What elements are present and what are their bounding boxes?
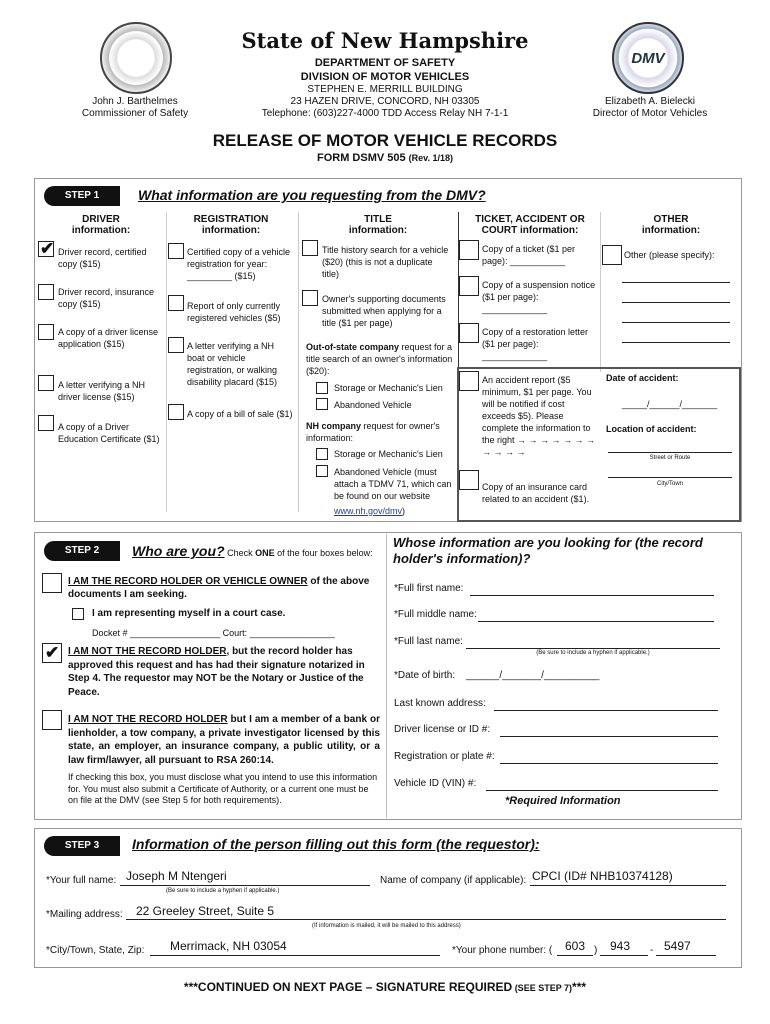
city-state-zip-field[interactable]	[150, 955, 440, 956]
oos-request	[306, 341, 454, 377]
state-title: State of New Hampshire	[241, 28, 529, 53]
step3-badge: STEP 3	[44, 836, 120, 856]
checkmark-icon: ✔	[45, 643, 60, 662]
phone-mid-field[interactable]	[600, 955, 648, 956]
company-label: Name of company (if applicable):	[380, 875, 527, 886]
registration-header	[166, 214, 296, 236]
registration-bill-checkbox[interactable]	[168, 404, 184, 420]
registration-header-2: information:	[201, 225, 261, 236]
dob-field[interactable]: ______/_______/__________	[466, 670, 600, 681]
check-one: ONE	[255, 548, 275, 558]
commissioner-name: John J. Barthelmes	[92, 96, 178, 107]
ticket-copy-checkbox[interactable]	[459, 240, 479, 260]
nh-lien-label: Storage or Mechanic's Lien	[334, 449, 443, 459]
driver-header-2: information:	[71, 225, 131, 236]
plate-label: Registration or plate #:	[394, 751, 495, 762]
record-holder-rest: of the above documents I am seeking.	[68, 576, 370, 600]
other-line[interactable]	[622, 342, 730, 343]
title-header-1: TITLE	[364, 214, 392, 225]
not-holder-member-label	[68, 713, 380, 767]
phone-last-value: 5497	[664, 939, 691, 953]
your-name-value: Joseph M Ntengeri	[126, 869, 227, 883]
record-holder-u: I AM THE RECORD HOLDER OR VEHICLE OWNER	[68, 576, 308, 587]
insurance-card-label: Copy of an insurance card related to an accident ($1).	[482, 482, 590, 504]
company-field[interactable]	[530, 885, 726, 886]
accident-date-field[interactable]: _____/______/_______	[622, 399, 718, 409]
license-label: Driver license or ID #:	[394, 724, 491, 735]
nh-state-seal	[100, 22, 172, 94]
accident-date-label: Date of accident:	[606, 373, 679, 383]
not-holder-member-u: I AM NOT THE RECORD HOLDER	[68, 714, 228, 725]
ticket-header-2: COURT information:	[481, 225, 579, 236]
mailing-field[interactable]	[126, 919, 726, 920]
record-holder-label	[68, 575, 380, 601]
oos-text: request for a title search of an owner's information ($20):	[306, 342, 453, 376]
city-state-zip-value: Merrimack, NH 03054	[170, 939, 287, 953]
address-label: Last known address:	[394, 698, 486, 709]
vin-label: Vehicle ID (VIN) #:	[394, 778, 477, 789]
director-name: Elizabeth A. Bielecki	[604, 96, 696, 107]
nh-abandoned-checkbox[interactable]	[316, 465, 328, 477]
hyphen-hint: (Be sure to include a hyphen if applicable.)	[536, 650, 650, 656]
not-holder-member-rest: but I am a member of a bank or lienholder, a tow company, a private investigator licensed by this state, an employer, an insurance company, a public utility, or a law firm/lawyer, all pursuant to RSA 260:14.	[68, 714, 381, 766]
accident-report-label: An accident report ($5 minimum, $1 per page. You will be notified if cost exceeds $5). Please complete the information to the right → → → → → → → → → → →	[482, 375, 596, 457]
ticket-header-1: TICKET, ACCIDENT OR	[475, 214, 585, 225]
building-name: STEPHEN E. MERRILL BUILDING	[307, 84, 463, 95]
dmv-website-link[interactable]: www.nh.gov/dmv	[334, 506, 403, 516]
other-label: Other (please specify):	[624, 250, 715, 260]
ticket-copy-label: Copy of a ticket ($1 per page): ___________	[482, 244, 576, 266]
docket-court-fields[interactable]: Docket # __________________ Court: _________________	[92, 628, 335, 638]
other-header-1: OTHER	[653, 214, 689, 225]
phone-last-field[interactable]	[656, 955, 716, 956]
form-number	[200, 152, 570, 164]
city-state-zip-label: *City/Town, State, Zip:	[46, 945, 145, 956]
last-name-label: *Full last name:	[394, 636, 463, 647]
dmv-logo-text: DMV	[631, 50, 665, 67]
step3-question: Information of the person filling out this form (the requestor):	[132, 836, 540, 852]
accident-frame	[457, 367, 741, 522]
oos-head: Out-of-state company	[306, 342, 400, 352]
step2-divider	[386, 534, 387, 818]
other-header-2: information:	[641, 225, 701, 236]
commissioner-title: Commissioner of Safety	[81, 108, 189, 119]
other-header	[600, 214, 742, 236]
middle-name-label: *Full middle name:	[394, 609, 477, 620]
dept-name: DEPARTMENT OF SAFETY	[314, 57, 456, 69]
oos-lien-label: Storage or Mechanic's Lien	[334, 383, 443, 393]
not-holder-approved-label	[68, 645, 380, 699]
registration-bill-label: A copy of a bill of sale ($1)	[187, 409, 293, 419]
accident-location-label: Location of accident:	[606, 424, 697, 434]
first-name-field[interactable]	[470, 595, 714, 596]
title-docs-label: Owner's supporting documents submitted when applying for a title ($1 per page)	[322, 294, 446, 328]
ticket-header	[460, 214, 600, 236]
record-holder-checkbox[interactable]	[42, 573, 62, 593]
phone-mid-value: 943	[610, 939, 631, 953]
suspension-label: Copy of a suspension notice ($1 per page): _____________	[482, 280, 596, 314]
your-name-field[interactable]	[120, 885, 370, 886]
whose-info-title: Whose information are you looking for (the record holder's information)?	[393, 535, 703, 566]
driver-header	[36, 214, 166, 236]
registration-report-label: Report of only currently registered vehicles ($5)	[187, 301, 281, 323]
phone-area-value: 603	[565, 939, 586, 953]
title-docs-checkbox[interactable]	[302, 290, 318, 306]
other-line[interactable]	[622, 322, 730, 323]
plate-field[interactable]	[500, 763, 718, 764]
registration-certified-checkbox[interactable]	[168, 243, 184, 259]
your-name-hint: (Be sure to include a hyphen if applicable.)	[166, 888, 280, 894]
driver-insurance-checkbox[interactable]	[38, 284, 54, 300]
street-hint: Street or Route	[649, 455, 691, 461]
form-rev: (Rev. 1/18)	[408, 153, 454, 163]
registration-letter-checkbox[interactable]	[168, 337, 184, 353]
street-address: 23 HAZEN DRIVE, CONCORD, NH 03305	[290, 96, 480, 107]
not-holder-approved-rest: , but the record holder has approved this request and has had their signature notarized in Step 4. The requestor may NOT be the Notary or Justice of the Peace.	[68, 646, 365, 698]
nh-lien-checkbox[interactable]	[316, 448, 328, 460]
not-holder-approved-u: I AM NOT THE RECORD HOLDER	[68, 646, 227, 657]
check-b: of the four boxes below:	[274, 548, 373, 558]
dmv-website	[334, 506, 405, 516]
registration-header-1: REGISTRATION	[193, 214, 269, 225]
footer-small: (SEE STEP 7)	[512, 983, 573, 993]
telephone: Telephone: (603)227-4000 TDD Access Relay NH 7-1-1	[261, 108, 509, 119]
nh-head: NH company	[306, 421, 362, 431]
driver-certified-label: Driver record, certified copy ($15)	[58, 247, 147, 269]
court-case-label: I am representing myself in a court case.	[92, 608, 286, 619]
oos-abandoned-label: Abandoned Vehicle	[334, 400, 412, 410]
division-name: DIVISION OF MOTOR VEHICLES	[300, 71, 470, 83]
required-info: *Required Information	[505, 795, 621, 807]
driver-application-checkbox[interactable]	[38, 324, 54, 340]
not-holder-member-checkbox[interactable]	[42, 710, 62, 730]
mailing-hint: (If information is mailed, it will be mailed to this address)	[312, 923, 461, 929]
check-a: Check	[224, 548, 256, 558]
city-hint: City/Town	[656, 481, 683, 487]
registration-certified-label: Certified copy of a vehicle registration for year: _________ ($15)	[187, 247, 291, 281]
suspension-checkbox[interactable]	[459, 276, 479, 296]
nh-abandoned-label: Abandoned Vehicle (must attach a TDMV 71, which can be found on our website	[334, 467, 452, 501]
middle-name-field[interactable]	[478, 621, 714, 622]
phone-area-field[interactable]	[557, 955, 593, 956]
first-name-label: *Full first name:	[394, 583, 464, 594]
accident-street-line[interactable]	[608, 452, 732, 453]
form-id: FORM DSMV 505	[316, 152, 406, 164]
title-history-label: Title history search for a vehicle ($20) (this is not a duplicate title)	[322, 245, 449, 279]
other-line[interactable]	[622, 302, 730, 303]
last-name-field[interactable]	[466, 648, 720, 649]
oos-abandoned-checkbox[interactable]	[316, 398, 328, 410]
title-header-2: information:	[348, 225, 408, 236]
driver-header-1: DRIVER	[82, 214, 120, 225]
restoration-label: Copy of a restoration letter ($1 per page): _____________	[482, 327, 589, 361]
dob-label: *Date of birth:	[394, 670, 456, 681]
director-title: Director of Motor Vehicles	[592, 108, 708, 119]
col-divider	[600, 212, 601, 372]
step2-question	[132, 543, 373, 561]
step1-question: What information are you requesting from the DMV?	[138, 187, 486, 203]
title-header	[298, 214, 458, 236]
not-holder-approved-checkbox[interactable]	[42, 643, 62, 663]
address-field[interactable]	[494, 710, 718, 711]
other-checkbox[interactable]	[602, 245, 622, 265]
col-divider	[166, 212, 167, 512]
registration-letter-label: A letter verifying a NH boat or vehicle registration, or walking disability placard ($15)	[187, 341, 278, 387]
col-divider	[298, 212, 299, 512]
step1-badge: STEP 1	[44, 186, 120, 206]
footer-main: ***CONTINUED ON NEXT PAGE – SIGNATURE REQUIRED	[183, 980, 513, 994]
dmv-website-close: )	[402, 506, 406, 516]
dmv-logo	[612, 22, 684, 94]
driver-certified-checkbox[interactable]	[38, 241, 54, 257]
driver-letter-label: A letter verifying a NH driver license ($15)	[58, 380, 146, 402]
driver-application-label: A copy of a driver license application ($15)	[58, 327, 159, 349]
other-line[interactable]	[622, 282, 730, 283]
footer-stars: ***	[572, 980, 587, 994]
license-field[interactable]	[500, 736, 718, 737]
vin-field[interactable]	[486, 790, 718, 791]
driver-education-checkbox[interactable]	[38, 415, 54, 431]
oos-lien-checkbox[interactable]	[316, 382, 328, 394]
phone-close: )	[594, 945, 598, 956]
not-holder-member-note: If checking this box, you must disclose what you intend to use this information for. You must also submit a Certificate of Authority, or a current one must be on file at the DMV (see Step 5 for both requirements).	[68, 772, 378, 805]
mailing-label: *Mailing address:	[46, 909, 123, 920]
company-value: CPCI (ID# NHB10374128)	[532, 869, 673, 883]
nh-text: request for owner's information:	[306, 421, 440, 443]
mailing-value: 22 Greeley Street, Suite 5	[136, 904, 275, 918]
restoration-checkbox[interactable]	[459, 323, 479, 343]
driver-education-label: A copy of a Driver Education Certificate ($1)	[58, 422, 160, 444]
court-case-checkbox[interactable]	[72, 608, 84, 620]
your-name-label: *Your full name:	[46, 875, 117, 886]
footer-note	[0, 980, 770, 994]
step2-badge: STEP 2	[44, 541, 120, 561]
driver-insurance-label: Driver record, insurance copy ($15)	[58, 287, 155, 309]
checkmark-icon: ✔	[40, 239, 55, 258]
accident-city-line[interactable]	[608, 477, 732, 478]
driver-letter-checkbox[interactable]	[38, 375, 54, 391]
phone-label: *Your phone number: (	[452, 945, 553, 956]
who-are-you: Who are you?	[132, 543, 225, 559]
nh-request	[306, 420, 454, 444]
registration-report-checkbox[interactable]	[168, 295, 184, 311]
phone-dash: -	[650, 945, 654, 956]
form-title: RELEASE OF MOTOR VEHICLE RECORDS	[212, 131, 558, 150]
title-history-checkbox[interactable]	[302, 240, 318, 256]
